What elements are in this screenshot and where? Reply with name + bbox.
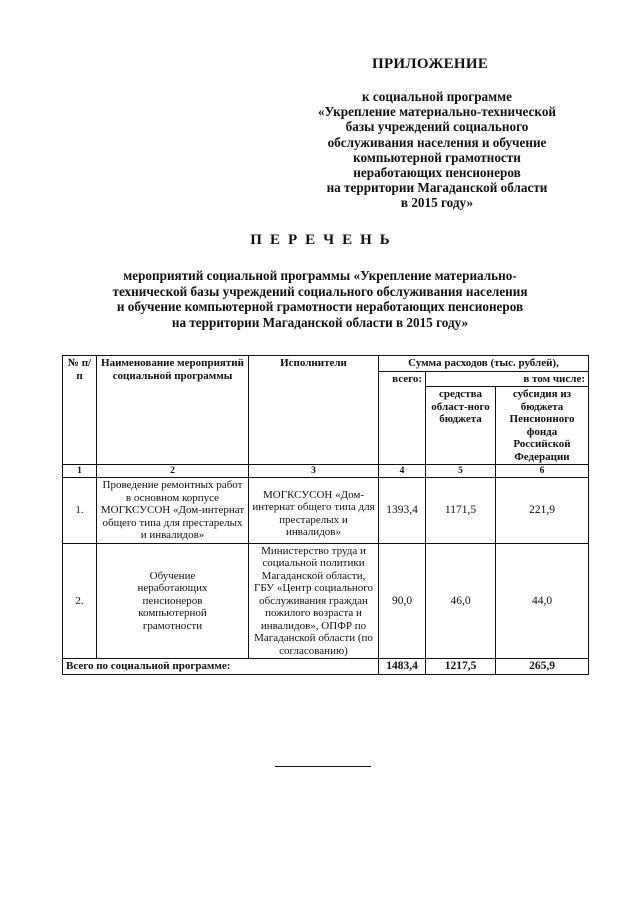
row-pension: 221,9 [496,478,589,544]
header-name: Наименование мероприятий социальной программы [97,356,249,465]
appendix-line: обслуживания населения и обучение [327,134,547,150]
header-row [63,356,589,372]
totals-total: 1483,4 [379,659,426,675]
header-including: в том числе: [426,371,589,387]
document-heading: ПЕРЕЧЕНЬ [250,232,398,248]
header-total: всего: [379,371,426,465]
appendix-line: неработающих пенсионеров [353,165,521,181]
header-executors: Исполнители [249,356,379,465]
measures-table [62,355,589,675]
totals-label: Всего по социальной программе: [63,659,379,675]
header-pension: субсидия из бюджета Пенсионного фонда Российской Федерации [496,387,589,465]
appendix-line: компьютерной грамотности [353,149,521,165]
row-pension: 44,0 [496,543,589,659]
appendix-line: к социальной программе [362,89,512,104]
row-total: 90,0 [379,543,426,659]
row-total: 1393,4 [379,478,426,544]
appendix-caption [286,89,588,211]
table-row [63,478,589,544]
totals-regional: 1217,5 [426,659,496,675]
column-number: 2 [97,465,249,478]
row-num: 2. [63,543,97,659]
row-executor: МОГКСУСОН «Дом-интернат общего типа для престарелых и инвалидов» [249,478,379,544]
subheading-line: на территории Магаданской области в 2015 году» [171,314,469,330]
column-number: 3 [249,465,379,478]
table-row [63,543,589,659]
header-num: № п/п [63,356,97,465]
totals-row [63,659,589,675]
column-number: 1 [63,465,97,478]
subheading-line: технической базы учреждений социального обслуживания населения [112,283,528,299]
document-subheading [70,268,570,330]
header-sum: Сумма расходов (тыс. рублей), [379,356,589,372]
column-number: 5 [426,465,496,478]
subheading-line: и обучение компьютерной грамотности неработающих пенсионеров [116,299,524,314]
header-regional: средства област-ного бюджета [426,387,496,465]
closing-divider [275,766,371,767]
appendix-title: ПРИЛОЖЕНИЕ [372,56,489,72]
row-num: 1. [63,478,97,544]
column-number: 6 [496,465,589,478]
row-executor: Министерство труда и социальной политики Магаданской области, ГБУ «Центр социального обслуживания граждан пожилого возраста и инвалидов», ОПФР по Магаданской области (по согласованию) [249,543,379,659]
appendix-line: на территории Магаданской области [326,180,548,196]
totals-pension: 265,9 [496,659,589,675]
row-regional: 1171,5 [426,478,496,544]
row-name: Обучение неработающих пенсионеров компьютерной грамотности [97,543,249,659]
row-regional: 46,0 [426,543,496,659]
subheading-line: мероприятий социальной программы «Укрепление материально- [123,268,517,283]
row-name: Проведение ремонтных работ в основном корпусе МОГКСУСОН «Дом-интернат общего типа для престарелых и инвалидов» [97,478,249,544]
column-numbers-row [63,465,589,478]
column-number: 4 [379,465,426,478]
appendix-line: в 2015 году» [400,195,474,211]
appendix-line: «Укрепление материально-технической [317,104,557,120]
appendix-line: базы учреждений социального [345,119,529,135]
